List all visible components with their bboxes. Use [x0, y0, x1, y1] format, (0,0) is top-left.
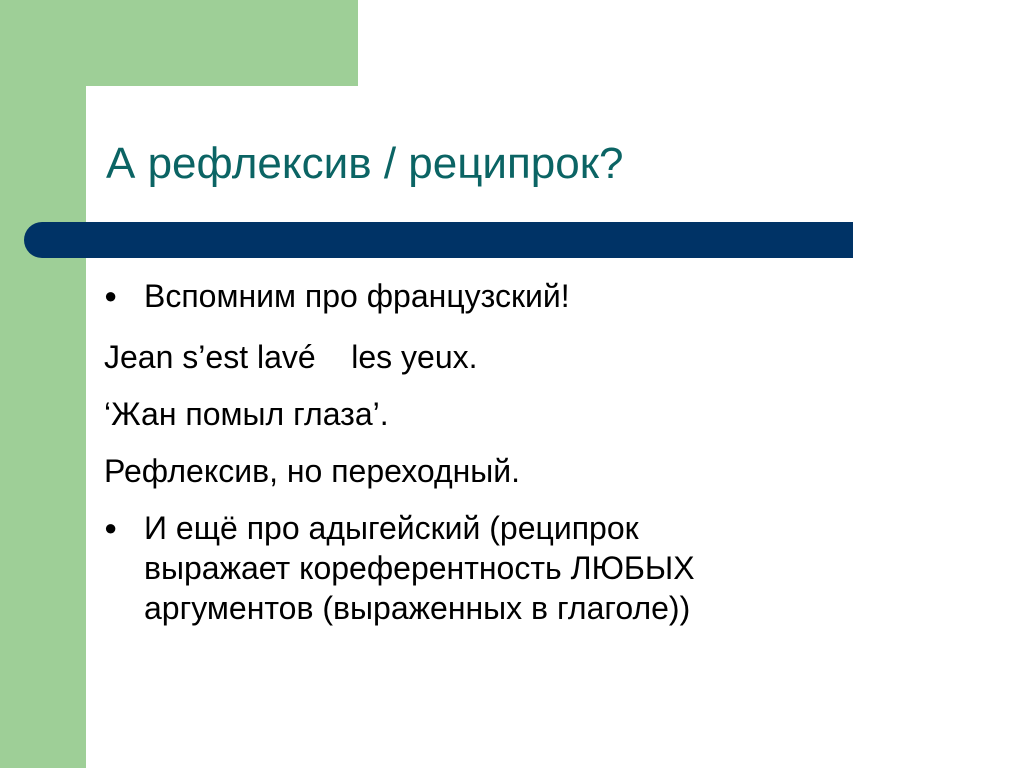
bullet-text: [144, 508, 864, 628]
bullet-item-adyghe: [104, 508, 864, 628]
slide-title: А рефлексив / реципрок?: [106, 139, 624, 188]
bullet-text-line: выражает кореферентность ЛЮБЫХ: [144, 550, 695, 586]
note-line: Рефлексив, но переходный.: [104, 453, 521, 489]
french-example-line: Jean s’est lavé les yeux.: [104, 339, 478, 375]
bullet-item-french: [104, 276, 570, 316]
bullet-text-line: аргументов (выраженных в глаголе)): [144, 590, 691, 626]
bullet-icon: ●: [104, 515, 118, 540]
title-divider-bar: [24, 222, 853, 258]
bullet-text-line: И ещё про адыгейский (реципрок: [144, 510, 639, 546]
bullet-icon: ●: [104, 283, 118, 308]
decorative-green-top-band: [0, 0, 358, 86]
bullet-text: Вспомним про французский!: [144, 278, 570, 314]
decorative-rounded-corner: [86, 86, 146, 146]
russian-translation-line: ‘Жан помыл глаза’.: [104, 396, 389, 432]
decorative-green-left-band: [0, 0, 86, 768]
